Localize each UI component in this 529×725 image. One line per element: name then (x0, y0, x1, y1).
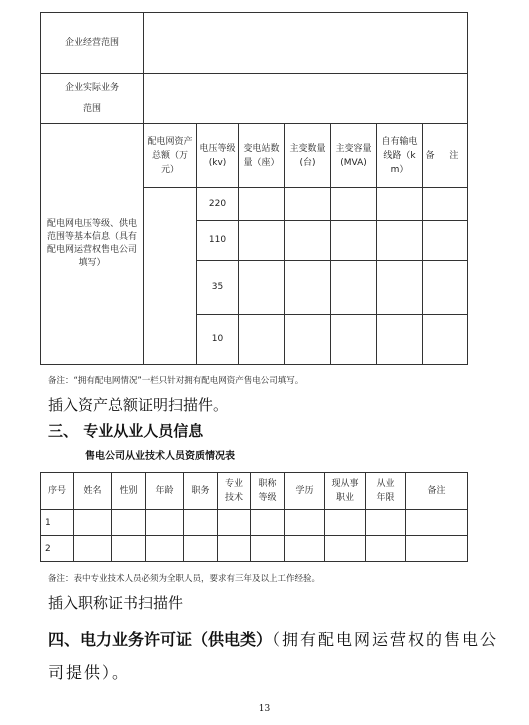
section-3-heading: 三、 专业从业人员信息 (48, 422, 204, 440)
header-occupation: 现从事职业 (325, 473, 366, 510)
cell[interactable] (423, 188, 468, 221)
cell[interactable] (285, 261, 331, 315)
cell[interactable] (239, 221, 285, 261)
cell[interactable] (366, 536, 406, 562)
cell[interactable] (74, 510, 112, 536)
header-transformers: 主变数量(台) (285, 124, 331, 188)
row-number: 1 (41, 510, 74, 536)
header-position: 职务 (184, 473, 218, 510)
header-voltage: 电压等级(kv) (197, 124, 239, 188)
cell[interactable] (423, 261, 468, 315)
staff-table (40, 472, 468, 562)
scope-value[interactable] (144, 13, 468, 74)
actual-business-label (41, 74, 144, 124)
cell[interactable] (184, 510, 218, 536)
voltage-110: 110 (197, 221, 239, 261)
cell[interactable] (331, 188, 377, 221)
voltage-35: 35 (197, 261, 239, 315)
cell[interactable] (331, 261, 377, 315)
section-4-heading (48, 627, 498, 650)
cell[interactable] (377, 315, 423, 365)
voltage-220: 220 (197, 188, 239, 221)
note-staff: 备注：表中专业技术人员必须为全职人员，要求有三年及以上工作经验。 (48, 574, 321, 584)
header-substations: 变电站数量（座） (239, 124, 285, 188)
cell[interactable] (366, 510, 406, 536)
cell[interactable] (184, 536, 218, 562)
cell[interactable] (331, 315, 377, 365)
section-4-note-cont: 司提供）。 (48, 663, 131, 682)
cell[interactable] (325, 510, 366, 536)
cell[interactable] (239, 188, 285, 221)
cell[interactable] (285, 188, 331, 221)
header-title-level: 职称等级 (251, 473, 285, 510)
scope-label: 企业经营范围 (41, 13, 144, 74)
row-number: 2 (41, 536, 74, 562)
cell[interactable] (285, 536, 325, 562)
insert-assets-proof: 插入资产总额证明扫描件。 (48, 396, 229, 414)
cell[interactable] (74, 536, 112, 562)
cell[interactable] (218, 536, 251, 562)
note-network: 备注：“拥有配电网情况”一栏只针对拥有配电网资产售电公司填写。 (48, 376, 304, 386)
cell[interactable] (331, 221, 377, 261)
cell[interactable] (423, 315, 468, 365)
section-4-title: 四、电力业务许可证（供电类） (48, 630, 273, 649)
page-number: 13 (258, 704, 271, 714)
network-info-label: 配电网电压等级、供电范围等基本信息（具有配电网运营权售电公司填写） (41, 124, 144, 365)
cell[interactable] (406, 510, 468, 536)
cell[interactable] (377, 188, 423, 221)
company-info-table (40, 12, 468, 365)
cell[interactable] (251, 510, 285, 536)
cell[interactable] (285, 221, 331, 261)
cell[interactable] (112, 536, 146, 562)
cell[interactable] (406, 536, 468, 562)
header-years: 从业年限 (366, 473, 406, 510)
cell[interactable] (377, 261, 423, 315)
header-gender: 性别 (112, 473, 146, 510)
actual-business-value[interactable] (144, 74, 468, 124)
cell[interactable] (251, 536, 285, 562)
cell[interactable] (218, 510, 251, 536)
actual-business-line2: 范围 (82, 103, 101, 114)
header-no: 序号 (41, 473, 74, 510)
header-name: 姓名 (74, 473, 112, 510)
header-lines: 自有输电线路（km） (377, 124, 423, 188)
header-total-assets: 配电网资产总额（万元） (144, 124, 197, 188)
total-assets-value[interactable] (144, 188, 197, 365)
header-remarks: 备注 (406, 473, 468, 510)
cell[interactable] (112, 510, 146, 536)
voltage-10: 10 (197, 315, 239, 365)
insert-title-certificate: 插入职称证书扫描件 (48, 594, 184, 612)
cell[interactable] (285, 510, 325, 536)
cell[interactable] (239, 315, 285, 365)
header-capacity: 主变容量(MVA) (331, 124, 377, 188)
staff-table-title: 售电公司从业技术人员资质情况表 (85, 451, 235, 462)
actual-business-line1: 企业实际业务 (64, 82, 119, 93)
header-education: 学历 (285, 473, 325, 510)
header-remarks: 备 注 (423, 124, 468, 188)
cell[interactable] (423, 221, 468, 261)
cell[interactable] (146, 536, 184, 562)
cell[interactable] (285, 315, 331, 365)
cell[interactable] (377, 221, 423, 261)
cell[interactable] (146, 510, 184, 536)
header-age: 年龄 (146, 473, 184, 510)
cell[interactable] (325, 536, 366, 562)
section-4-note: （拥有配电网运营权的售电公 (272, 630, 499, 649)
cell[interactable] (239, 261, 285, 315)
header-specialty: 专业技术 (218, 473, 251, 510)
